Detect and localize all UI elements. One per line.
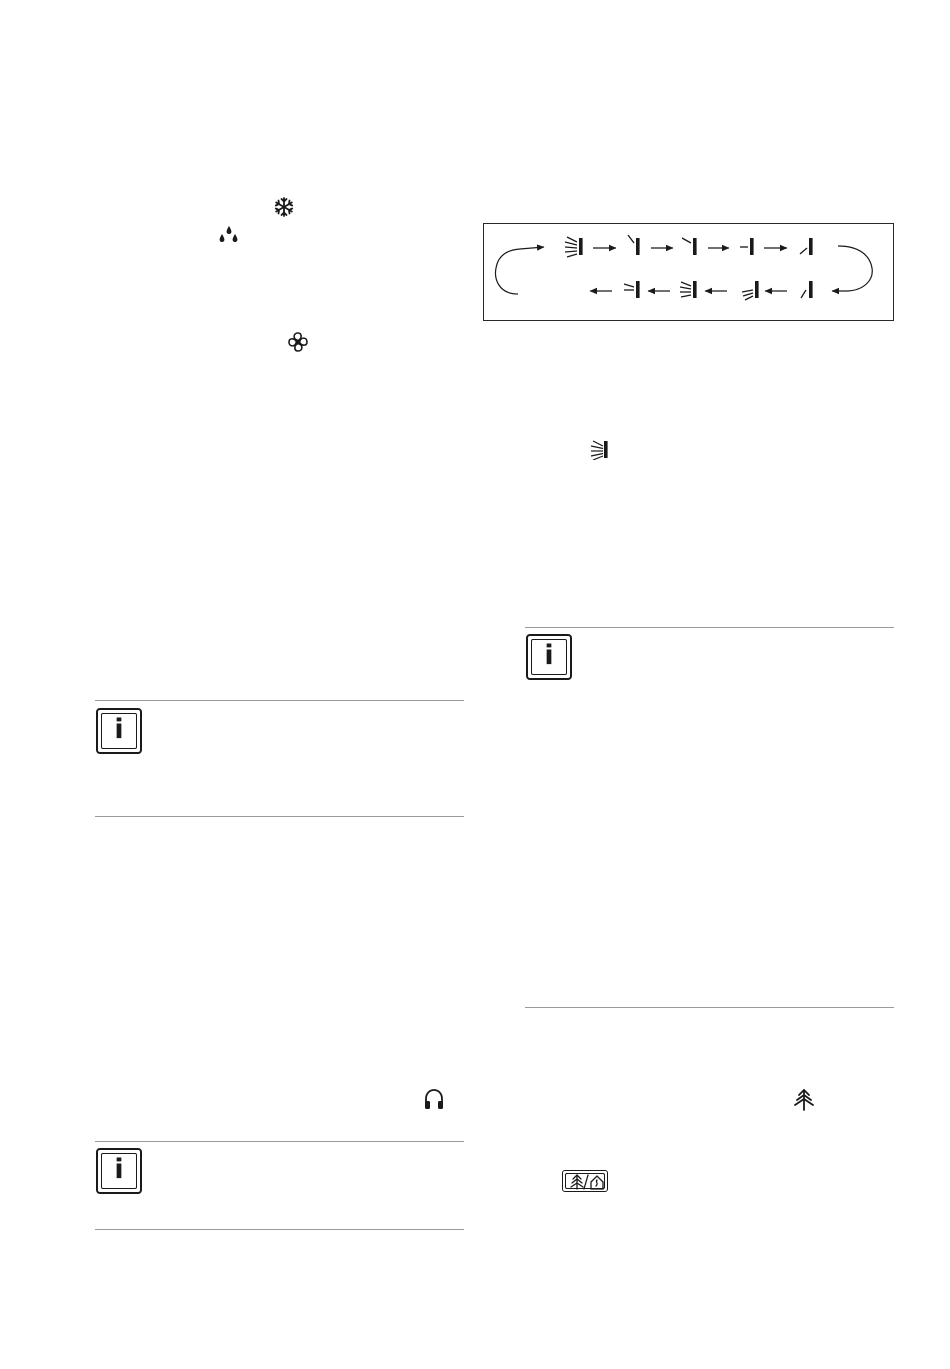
- louver-swing-diagram: [483, 223, 894, 321]
- info-icon: [526, 634, 572, 680]
- headphones-icon: [423, 1088, 445, 1112]
- louver-swing-sequence: [484, 224, 893, 320]
- dehumidify-drops-icon: [218, 225, 240, 245]
- info-glyph: i: [544, 640, 554, 671]
- fan-icon: [287, 331, 309, 353]
- tree-icon: [793, 1088, 815, 1112]
- eco-mode-key-icon: [562, 1170, 608, 1192]
- note-top-rule: [95, 700, 464, 701]
- info-icon: [96, 1148, 142, 1194]
- info-glyph: i: [114, 1154, 124, 1185]
- note-bottom-rule: [95, 816, 464, 817]
- info-glyph: i: [114, 714, 124, 745]
- louver-swing-icon: [590, 438, 612, 460]
- note-bottom-rule: [525, 1007, 894, 1008]
- note-bottom-rule: [95, 1229, 464, 1230]
- note-top-rule: [95, 1141, 464, 1142]
- note-top-rule: [525, 627, 894, 628]
- snowflake-icon: [273, 196, 295, 218]
- info-icon: [96, 708, 142, 754]
